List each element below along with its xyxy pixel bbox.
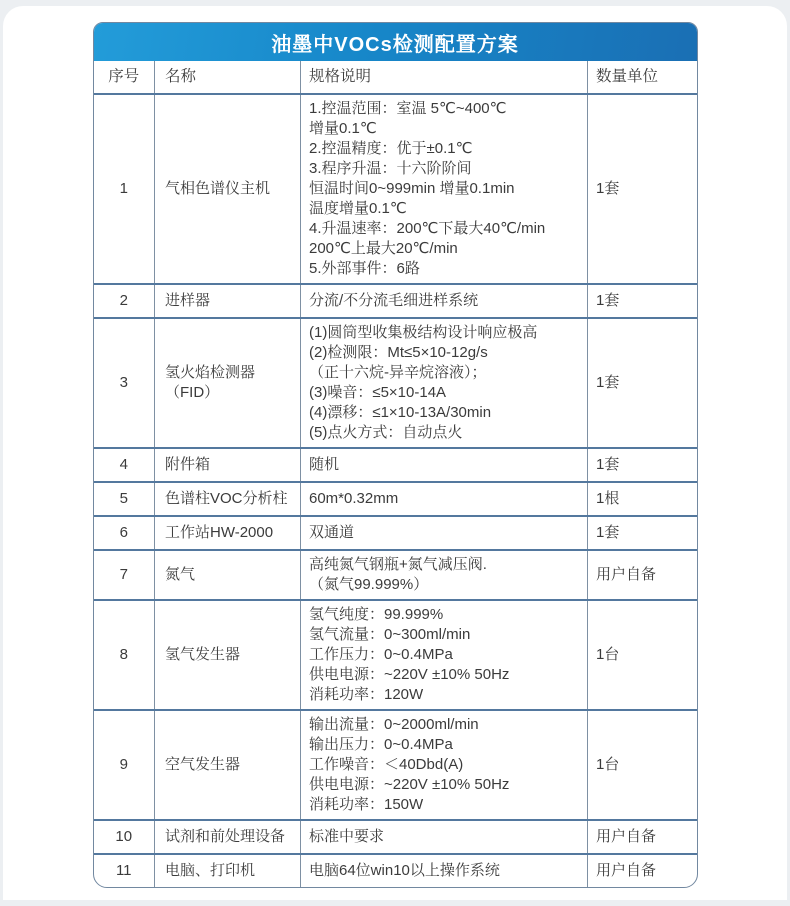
table-row — [94, 448, 698, 482]
cell-item-name: 氢气发生器 — [155, 600, 301, 710]
cell-quantity-unit: 1根 — [588, 482, 698, 516]
spec-line: 供电电源：~220V ±10% 50Hz — [309, 666, 510, 683]
spec-line: 标准中要求 — [309, 828, 385, 845]
page-card — [3, 6, 787, 900]
cell-item-name: 试剂和前处理设备 — [155, 820, 301, 854]
cell-quantity-unit: 1套 — [588, 448, 698, 482]
spec-line: 60m*0.32mm — [309, 490, 399, 507]
spec-line: 工作噪音：＜40Dbd(A) — [309, 756, 464, 773]
cell-specification — [301, 448, 588, 482]
cell-specification — [301, 550, 588, 600]
cell-serial-number: 4 — [94, 448, 155, 482]
cell-specification — [301, 318, 588, 448]
cell-serial-number: 10 — [94, 820, 155, 854]
table-row — [94, 550, 698, 600]
spec-table — [94, 61, 698, 887]
table-row — [94, 854, 698, 887]
cell-serial-number: 2 — [94, 284, 155, 318]
cell-item-name: 氮气 — [155, 550, 301, 600]
table-row — [94, 600, 698, 710]
spec-table-card — [93, 22, 698, 888]
cell-quantity-unit: 1台 — [588, 600, 698, 710]
cell-quantity-unit: 用户自备 — [588, 820, 698, 854]
cell-serial-number: 5 — [94, 482, 155, 516]
spec-line: 1.控温范围：室温 5℃~400℃ — [309, 100, 507, 117]
cell-item-name: 电脑、打印机 — [155, 854, 301, 887]
cell-specification — [301, 710, 588, 820]
cell-specification — [301, 284, 588, 318]
spec-line: （正十六烷-异辛烷溶液）； — [309, 364, 487, 381]
col-header-qty: 数量单位 — [588, 61, 698, 94]
table-title-bar — [94, 23, 697, 61]
cell-item-name: 色谱柱VOC分析柱 — [155, 482, 301, 516]
table-body — [94, 94, 698, 887]
spec-line: 200℃上最大20℃/min — [309, 240, 458, 257]
cell-specification — [301, 820, 588, 854]
cell-item-name: 气相色谱仪主机 — [155, 94, 301, 284]
page-title: 油墨中VOCs检测配置方案 — [271, 33, 519, 56]
table-row — [94, 94, 698, 284]
cell-item-name: 附件箱 — [155, 448, 301, 482]
cell-quantity-unit: 1套 — [588, 94, 698, 284]
cell-quantity-unit: 1套 — [588, 318, 698, 448]
table-row — [94, 318, 698, 448]
col-header-name: 名称 — [155, 61, 301, 94]
col-header-no: 序号 — [94, 61, 155, 94]
spec-line: (4)漂移：≤1×10-13A/30min — [309, 404, 492, 421]
cell-specification — [301, 854, 588, 887]
header-row — [94, 61, 698, 94]
cell-quantity-unit: 1套 — [588, 516, 698, 550]
table-row — [94, 820, 698, 854]
cell-specification — [301, 482, 588, 516]
cell-serial-number: 1 — [94, 94, 155, 284]
spec-line: 氢气流量：0~300ml/min — [309, 626, 471, 643]
cell-serial-number: 11 — [94, 854, 155, 887]
cell-item-name: 氢火焰检测器（FID） — [155, 318, 301, 448]
spec-line: 供电电源：~220V ±10% 50Hz — [309, 776, 510, 793]
cell-serial-number: 7 — [94, 550, 155, 600]
spec-line: 2.控温精度：优于±0.1℃ — [309, 140, 473, 157]
cell-serial-number: 6 — [94, 516, 155, 550]
spec-line: (1)圆筒型收集极结构设计响应极高 — [309, 324, 538, 341]
spec-line: 消耗功率：120W — [309, 686, 424, 703]
cell-quantity-unit: 用户自备 — [588, 550, 698, 600]
spec-line: 增量0.1℃ — [309, 120, 377, 137]
spec-line: 温度增量0.1℃ — [309, 200, 407, 217]
spec-line: 电脑64位win10以上操作系统 — [309, 862, 500, 879]
table-row — [94, 710, 698, 820]
cell-item-name: 进样器 — [155, 284, 301, 318]
cell-serial-number: 3 — [94, 318, 155, 448]
cell-item-name: 工作站HW-2000 — [155, 516, 301, 550]
cell-serial-number: 9 — [94, 710, 155, 820]
spec-line: 随机 — [309, 456, 340, 473]
spec-line: 分流/不分流毛细进样系统 — [309, 292, 479, 309]
spec-line: (3)噪音：≤5×10-14A — [309, 384, 447, 401]
cell-quantity-unit: 1套 — [588, 284, 698, 318]
spec-line: 工作压力：0~0.4MPa — [309, 646, 453, 663]
spec-line: 5.外部事件：6路 — [309, 260, 420, 277]
cell-quantity-unit: 1台 — [588, 710, 698, 820]
cell-specification — [301, 516, 588, 550]
col-header-spec: 规格说明 — [301, 61, 588, 94]
spec-line: 氢气纯度：99.999% — [309, 606, 444, 623]
spec-line: 输出流量：0~2000ml/min — [309, 716, 479, 733]
spec-line: 高纯氮气钢瓶+氮气减压阀. — [309, 556, 487, 573]
spec-line: 3.程序升温：十六阶阶间 — [309, 160, 472, 177]
table-row — [94, 482, 698, 516]
cell-specification — [301, 600, 588, 710]
cell-serial-number: 8 — [94, 600, 155, 710]
cell-quantity-unit: 用户自备 — [596, 862, 657, 879]
spec-line: 双通道 — [309, 524, 355, 541]
cell-specification — [301, 94, 588, 284]
spec-line: 4.升温速率：200℃下最大40℃/min — [309, 220, 546, 237]
spec-line: 消耗功率：150W — [309, 796, 424, 813]
spec-line: (5)点火方式：自动点火 — [309, 424, 463, 441]
spec-line: 恒温时间0~999min 增量0.1min — [309, 180, 515, 197]
table-row — [94, 284, 698, 318]
spec-line: （氮气99.999%） — [309, 576, 429, 593]
table-row — [94, 516, 698, 550]
spec-line: (2)检测限：Mt≤5×10-12g/s — [309, 344, 488, 361]
cell-item-name: 空气发生器 — [155, 710, 301, 820]
spec-line: 输出压力：0~0.4MPa — [309, 736, 453, 753]
